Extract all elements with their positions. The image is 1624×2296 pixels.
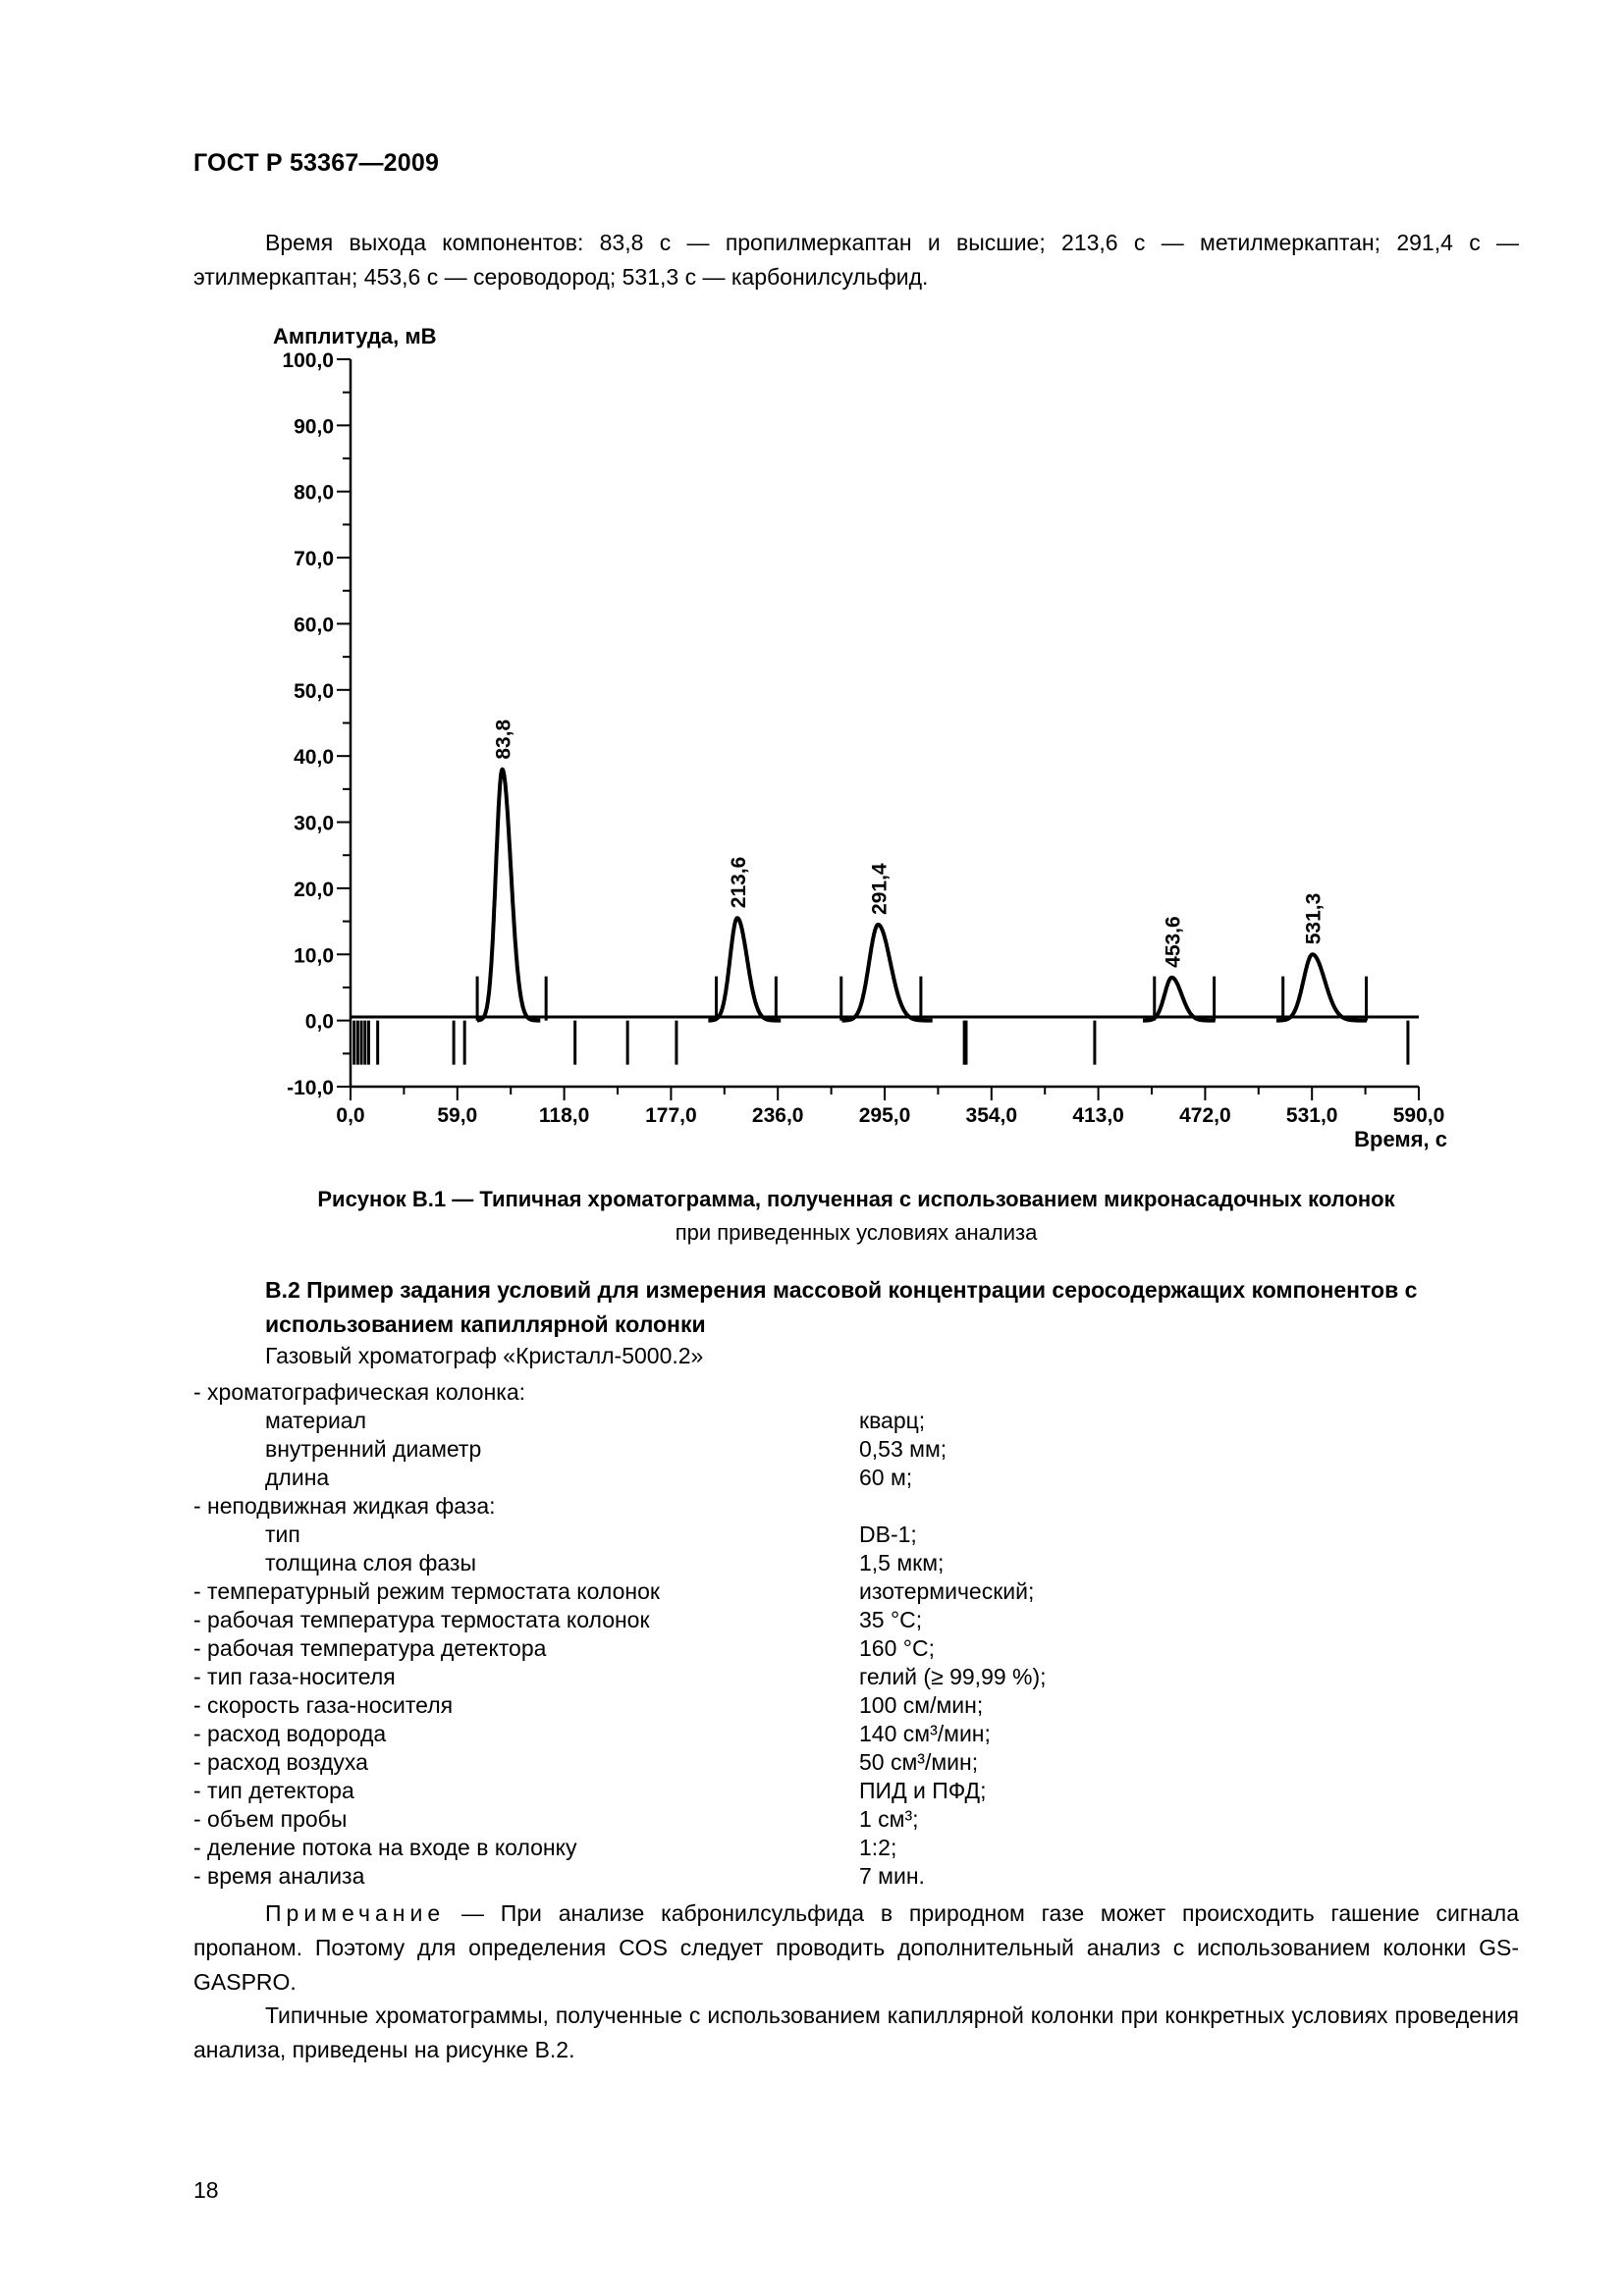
peak-retention-label: 531,3 (1302, 892, 1326, 945)
page-number: 18 (193, 2177, 219, 2203)
param-label: - объем пробы (193, 1806, 348, 1832)
peak-retention-label: 291,4 (868, 863, 892, 915)
y-tick-label: -10,0 (287, 1077, 334, 1099)
y-tick-label: 100,0 (282, 349, 334, 372)
chromatogram-peak (842, 925, 933, 1021)
param-label: - скорость газа-носителя (193, 1692, 454, 1718)
note-text: — При анализе кабронилсульфида в природном газе может происходить гашение сигнала пропаном. Поэтому для определения COS следует проводить дополнительный анализ с использованием колонки GS-GASPRO. (193, 1900, 1519, 1995)
x-tick-label: 295,0 (858, 1104, 911, 1127)
x-tick-label: 59,0 (437, 1104, 478, 1127)
section-b2-title: В.2 Пример задания условий для измерения массовой концентрации серосодержащих компонентов с использованием капиллярной колонки (265, 1277, 1418, 1337)
param-label: - расход водорода (193, 1721, 387, 1746)
chromatograph-model: Газовый хроматограф «Кристалл-5000.2» (265, 1343, 704, 1368)
param-label: - тип детектора (193, 1778, 354, 1803)
param-value: 50 см³/мин; (859, 1749, 979, 1775)
x-tick-label: 472,0 (1179, 1104, 1231, 1127)
x-tick-label: 177,0 (645, 1104, 697, 1127)
peak-retention-label: 213,6 (727, 856, 750, 909)
chromatogram-peak (1276, 954, 1367, 1020)
param-value: DB-1; (859, 1522, 917, 1547)
param-value: 0,53 мм; (859, 1436, 947, 1462)
param-label: длина (265, 1465, 330, 1490)
x-tick-label: 590,0 (1392, 1104, 1445, 1127)
x-tick-label: 118,0 (538, 1104, 590, 1127)
y-tick-label: 50,0 (294, 679, 334, 703)
param-label: - температурный режим термостата колонок (193, 1578, 660, 1604)
param-label: - время анализа (193, 1863, 365, 1889)
note-paragraph (193, 1896, 1519, 2000)
chromatogram-peak (708, 918, 781, 1020)
y-tick-label: 60,0 (294, 614, 334, 637)
param-label: материал (265, 1408, 367, 1433)
param-value: 140 см³/мин; (859, 1721, 991, 1746)
y-tick-label: 30,0 (294, 812, 334, 835)
intro-paragraph: Время выхода компонентов: 83,8 с — пропилмеркаптан и высшие; 213,6 с — метилмеркаптан; 291,4 с — этилмеркаптан; 453,6 с — сероводород; 531,3 с — карбонилсульфид. (193, 230, 1519, 290)
param-value: 1,5 мкм; (859, 1550, 945, 1575)
param-value: кварц; (859, 1408, 926, 1433)
y-tick-label: 70,0 (294, 548, 334, 571)
param-value: ПИД и ПФД; (859, 1778, 987, 1803)
param-value: 35 °С; (859, 1607, 923, 1632)
document-header: ГОСТ Р 53367—2009 (193, 149, 440, 177)
param-label: - деление потока на входе в колонку (193, 1835, 577, 1860)
param-value: 160 °С; (859, 1635, 935, 1661)
figure-caption-title: Рисунок В.1 — Типичная хроматограмма, полученная с использованием микронасадочных колонок (317, 1187, 1395, 1211)
y-tick-label: 80,0 (294, 481, 334, 505)
chromatogram-peak (477, 770, 541, 1021)
y-tick-label: 40,0 (294, 746, 334, 770)
param-value: 7 мин. (859, 1863, 925, 1889)
x-axis-label: Время, с (1354, 1127, 1447, 1151)
param-value: 1 см³; (859, 1806, 919, 1832)
param-label: - тип газа-носителя (193, 1664, 396, 1689)
param-value: 100 см/мин; (859, 1692, 984, 1718)
typical-chromatograms-paragraph: Типичные хроматограммы, полученные с использованием капиллярной колонки при конкретных условиях проведения анализа, приведены на рисунке В.2. (193, 2002, 1519, 2062)
peak-retention-label: 83,8 (492, 719, 515, 760)
figure-caption-subtitle: при приведенных условиях анализа (675, 1220, 1038, 1245)
param-label: - хроматографическая колонка: (193, 1379, 526, 1405)
param-label: - рабочая температура термостата колонок (193, 1607, 650, 1632)
param-value: 1:2; (859, 1835, 897, 1860)
y-tick-label: 90,0 (294, 415, 334, 439)
param-label: тип (265, 1522, 300, 1547)
param-label: - расход воздуха (193, 1749, 368, 1775)
param-label: - неподвижная жидкая фаза: (193, 1493, 496, 1519)
note-label: Примечание (265, 1900, 446, 1926)
param-value: 60 м; (859, 1465, 913, 1490)
x-tick-label: 354,0 (965, 1104, 1018, 1127)
y-tick-label: 10,0 (294, 944, 334, 968)
param-label: внутренний диаметр (265, 1436, 482, 1462)
x-tick-label: 236,0 (751, 1104, 804, 1127)
y-tick-label: 0,0 (304, 1010, 334, 1034)
x-tick-label: 0,0 (336, 1104, 365, 1127)
x-tick-label: 413,0 (1072, 1104, 1124, 1127)
x-tick-label: 531,0 (1285, 1104, 1338, 1127)
param-value: гелий (≥ 99,99 %); (859, 1664, 1047, 1689)
param-label: толщина слоя фазы (265, 1550, 476, 1575)
peak-retention-label: 453,6 (1162, 916, 1185, 968)
param-value: изотермический; (859, 1578, 1035, 1604)
y-axis-label: Амплитуда, мВ (273, 324, 437, 348)
y-tick-label: 20,0 (294, 878, 334, 901)
param-label: - рабочая температура детектора (193, 1635, 547, 1661)
